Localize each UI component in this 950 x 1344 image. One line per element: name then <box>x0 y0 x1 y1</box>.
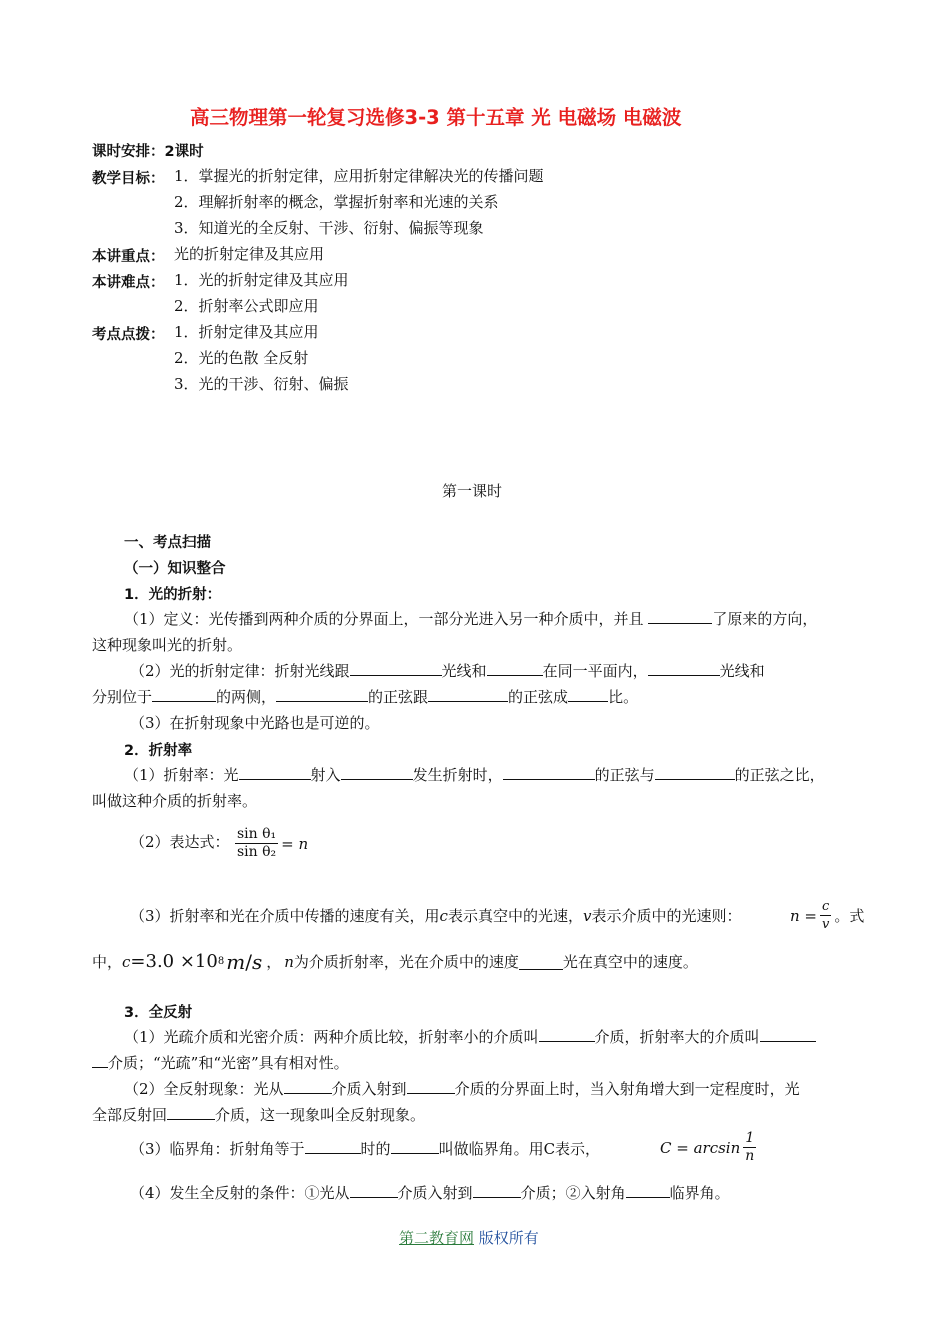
total-reflection-conditions: （4）发生全反射的条件：①光从 介质入射到 介质；②入射角 临界角。 <box>130 1184 730 1202</box>
tip-item: 1．折射定律及其应用 <box>174 323 319 341</box>
critical-angle-definition: （3）临界角：折射角等于 时的 叫做临界角。用C表示， <box>130 1140 601 1158</box>
fill-blank[interactable] <box>391 1139 439 1154</box>
total-reflection-heading: 3．全反射 <box>124 1005 193 1021</box>
tips-label: 考点点拨： <box>92 327 165 343</box>
tip-item: 3．光的干涉、衍射、偏振 <box>174 375 349 393</box>
formula-numerator: sin θ₁ <box>237 826 277 842</box>
fill-blank[interactable] <box>92 1053 108 1068</box>
total-reflection-phenomenon: （2）全反射现象：光从 介质入射到 介质的分界面上时，当入射角增大到一定程度时，光 <box>124 1080 800 1098</box>
index-definition-cont: 叫做这种介质的折射率。 <box>92 792 258 810</box>
focus-label: 本讲重点： <box>92 249 165 265</box>
lesson-title: 第一课时 <box>442 482 503 500</box>
fill-blank[interactable] <box>487 661 543 676</box>
fill-blank[interactable] <box>626 1183 670 1198</box>
refraction-law: （2）光的折射定律：折射光线跟 光线和 在同一平面内， 光线和 <box>130 662 765 680</box>
difficulty-item: 2．折射率公式即应用 <box>174 297 319 315</box>
tip-item: 2．光的色散 全反射 <box>174 349 309 367</box>
fill-blank[interactable] <box>152 687 216 702</box>
fill-blank[interactable] <box>648 609 712 624</box>
subsection-heading: （一）知识整合 <box>124 561 226 577</box>
speed-formula: n = $\frac{c}{v}$ 。式 <box>790 899 865 932</box>
index-formula <box>232 826 308 861</box>
footer-copyright: 版权所有 <box>474 1229 539 1247</box>
section-heading: 一、考点扫描 <box>124 535 211 551</box>
fill-blank[interactable] <box>473 1183 521 1198</box>
difficulty-label: 本讲难点： <box>92 275 165 291</box>
fill-blank[interactable] <box>284 1079 332 1094</box>
goal-item: 3．知道光的全反射、干涉、衍射、偏振等现象 <box>174 219 484 237</box>
page-footer <box>399 1227 539 1248</box>
fill-blank[interactable] <box>350 1183 398 1198</box>
light-speed-line: 中， c =3.0 ×10 8 m / s ， n 为介质折射率，光在介质中的速度 光在真空中的速度。 <box>92 950 698 974</box>
fill-blank[interactable] <box>648 661 720 676</box>
fill-blank[interactable] <box>407 1079 455 1094</box>
fill-blank[interactable] <box>519 955 563 970</box>
fill-blank[interactable] <box>305 1139 361 1154</box>
fill-blank[interactable] <box>428 687 508 702</box>
refraction-law-cont: 分别位于 的两侧， 的正弦跟 的正弦成 比。 <box>92 688 639 706</box>
fill-blank[interactable] <box>167 1105 215 1120</box>
footer-link[interactable]: 第二教育网 <box>399 1229 475 1247</box>
critical-angle-formula: C = arcsin $\frac{1}{n}$ <box>660 1130 755 1164</box>
fill-blank[interactable] <box>760 1027 816 1042</box>
difficulty-item: 1．光的折射定律及其应用 <box>174 271 349 289</box>
schedule-line: 课时安排：2课时 <box>92 144 204 160</box>
total-reflection-phenomenon-cont: 全部反射回 介质，这一现象叫全反射现象。 <box>92 1106 426 1124</box>
dense-sparse-definition: （1）光疏介质和光密介质：两种介质比较，折射率小的介质叫 介质，折射率大的介质叫 <box>124 1027 816 1047</box>
reversible-note: （3）在折射现象中光路也是可逆的。 <box>130 714 380 732</box>
index-definition: （1）折射率：光 射入 发生折射时， 的正弦与 的正弦之比， <box>124 766 825 784</box>
fill-blank[interactable] <box>350 661 442 676</box>
focus-text: 光的折射定律及其应用 <box>174 245 325 263</box>
index-expression-label: （2）表达式： <box>130 833 230 851</box>
fill-blank[interactable] <box>239 765 311 780</box>
fill-blank[interactable] <box>503 765 595 780</box>
fill-blank[interactable] <box>341 765 413 780</box>
index-heading: 2．折射率 <box>124 743 193 759</box>
goal-item: 2．理解折射率的概念，掌握折射率和光速的关系 <box>174 193 499 211</box>
fill-blank[interactable] <box>655 765 735 780</box>
fill-blank[interactable] <box>276 687 368 702</box>
fill-blank[interactable] <box>539 1027 595 1042</box>
page-title: 高三物理第一轮复习选修3-3 第十五章 光 电磁场 电磁波 <box>190 106 682 129</box>
formula-denominator: sin θ₂ <box>237 844 277 860</box>
refraction-heading: 1．光的折射： <box>124 587 222 603</box>
goal-item: 1．掌握光的折射定律，应用折射定律解决光的传播问题 <box>174 167 544 185</box>
refraction-definition-cont: 这种现象叫光的折射。 <box>92 636 243 654</box>
fill-blank[interactable] <box>568 687 608 702</box>
speed-relation: （3）折射率和光在介质中传播的速度有关，用c表示真空中的光速，v表示介质中的光速则： <box>130 907 742 925</box>
goals-label: 教学目标： <box>92 171 165 187</box>
formula-rhs: = n <box>281 834 309 853</box>
refraction-definition: （1）定义：光传播到两种介质的分界面上，一部分光进入另一种介质中，并且 了原来的方向， <box>124 610 818 628</box>
dense-sparse-definition-cont: 介质；“光疏”和“光密”具有相对性。 <box>92 1053 349 1073</box>
